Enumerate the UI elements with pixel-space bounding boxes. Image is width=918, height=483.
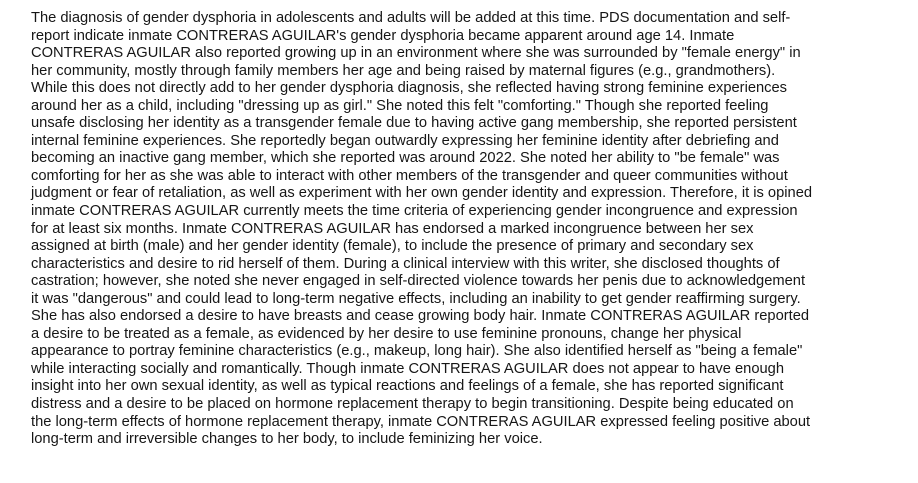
paragraph-line: long-term and irreversible changes to her body, to include feminizing her voice. <box>31 431 543 448</box>
paragraph-line: unsafe disclosing her identity as a transgender female due to having active gang membership, she reported persistent <box>31 115 797 132</box>
paragraph-line: while interacting socially and romantically. Though inmate CONTRERAS AGUILAR does not appear to have enough <box>31 360 784 377</box>
paragraph-line: a desire to be treated as a female, as evidenced by her desire to use feminine pronouns, change her physical <box>31 325 742 342</box>
paragraph-line: assigned at birth (male) and her gender identity (female), to include the presence of primary and secondary sex <box>31 238 754 255</box>
paragraph-line: around her as a child, including "dressing up as girl." She noted this felt "comforting." Though she reported feeling <box>31 97 769 114</box>
paragraph-line: report indicate inmate CONTRERAS AGUILAR's gender dysphoria became apparent around age 14. Inmate <box>31 27 735 44</box>
paragraph-line: it was "dangerous" and could lead to long-term negative effects, including an inability to get gender reaffirming surgery. <box>31 290 801 307</box>
paragraph-line: comforting for her as she was able to interact with other members of the transgender and queer communities without <box>31 167 788 184</box>
paragraph-line: insight into her own sexual identity, as well as typical reactions and feelings of a female, she has reported significant <box>31 378 784 395</box>
paragraph-line: internal feminine experiences. She reportedly began outwardly expressing her feminine identity after debriefing and <box>31 132 779 149</box>
paragraph-line: the long-term effects of hormone replacement therapy, inmate CONTRERAS AGUILAR expressed feeling positive about <box>31 413 811 430</box>
paragraph-line: distress and a desire to be placed on hormone replacement therapy to begin transitioning. Despite being educated on <box>31 396 794 413</box>
paragraph-line: She has also endorsed a desire to have breasts and cease growing body hair. Inmate CONTRERAS AGUILAR reported <box>31 308 810 325</box>
paragraph-line: for at least six months. Inmate CONTRERAS AGUILAR has endorsed a marked incongruence between her sex <box>31 220 754 237</box>
paragraph-line: her community, mostly through family members her age and being raised by maternal figures (e.g., grandmothers). <box>31 62 776 79</box>
paragraph-line: While this does not directly add to her gender dysphoria diagnosis, she reflected having strong feminine experiences <box>31 80 788 97</box>
paragraph-line: appearance to portray feminine characteristics (e.g., makeup, long hair). She also identified herself as "being a female" <box>31 343 803 360</box>
paragraph-line: judgment or fear of retaliation, as well as experiment with her own gender identity and expression. Therefore, it is opined <box>31 185 813 202</box>
paragraph-line: becoming an inactive gang member, which she reported was around 2022. She noted her ability to "be female" was <box>31 150 780 167</box>
paragraph-line: castration; however, she noted she never engaged in self-directed violence towards her penis due to acknowledgement <box>31 273 806 290</box>
paragraph-line: CONTRERAS AGUILAR also reported growing up in an environment where she was surrounded by "female energy" in <box>31 45 801 62</box>
document-paragraph <box>31 10 911 449</box>
paragraph-line: characteristics and desire to rid herself of them. During a clinical interview with this writer, she disclosed thoughts of <box>31 255 780 272</box>
paragraph-line: inmate CONTRERAS AGUILAR currently meets the time criteria of experiencing gender incongruence and expression <box>31 203 798 220</box>
paragraph-line: The diagnosis of gender dysphoria in adolescents and adults will be added at this time. PDS documentation and self- <box>31 10 791 26</box>
